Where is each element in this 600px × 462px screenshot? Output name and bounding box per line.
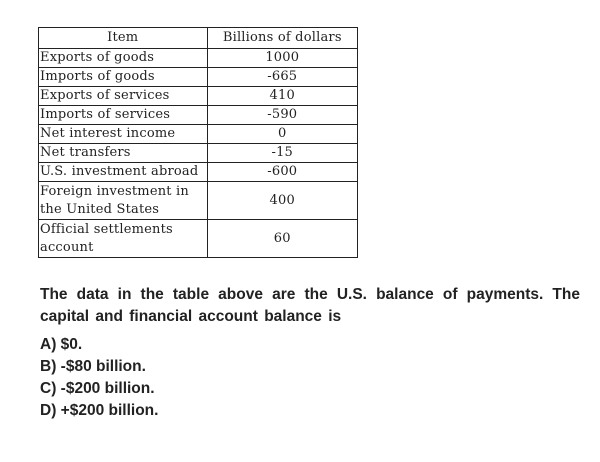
table-header-row — [39, 28, 358, 49]
row-value: -600 — [207, 163, 357, 182]
table-row — [39, 68, 358, 87]
table-row — [39, 144, 358, 163]
answer-option-c[interactable]: C) -$200 billion. — [40, 380, 155, 397]
row-value: 60 — [207, 220, 357, 258]
row-item-label: U.S. investment abroad — [39, 163, 208, 182]
table-row — [39, 125, 358, 144]
question-text: The data in the table above are the U.S. balance of payments. The capital and financial account balance is — [40, 286, 580, 325]
row-item-label: Official settlements account — [39, 220, 208, 258]
table-row — [39, 106, 358, 125]
row-item-label: Imports of services — [39, 106, 208, 125]
row-item-label: Net transfers — [39, 144, 208, 163]
table-row — [39, 87, 358, 106]
answer-option-d[interactable]: D) +$200 billion. — [40, 402, 159, 419]
table-row — [39, 182, 358, 220]
column-header-value: Billions of dollars — [207, 28, 357, 49]
row-value: -15 — [207, 144, 357, 163]
row-item-label: Imports of goods — [39, 68, 208, 87]
row-value: 1000 — [207, 49, 357, 68]
row-value: -665 — [207, 68, 357, 87]
row-value: -590 — [207, 106, 357, 125]
row-value: 410 — [207, 87, 357, 106]
row-value: 400 — [207, 182, 357, 220]
row-item-label: Exports of goods — [39, 49, 208, 68]
balance-of-payments-table — [38, 27, 358, 258]
table-row — [39, 220, 358, 258]
answer-options — [40, 334, 158, 422]
row-value: 0 — [207, 125, 357, 144]
column-header-item: Item — [39, 28, 208, 49]
answer-option-a[interactable]: A) $0. — [40, 336, 83, 353]
row-item-label: Exports of services — [39, 87, 208, 106]
row-item-label: Net interest income — [39, 125, 208, 144]
table-row — [39, 49, 358, 68]
table-row — [39, 163, 358, 182]
row-item-label: Foreign investment in the United States — [39, 182, 208, 220]
answer-option-b[interactable]: B) -$80 billion. — [40, 358, 146, 375]
